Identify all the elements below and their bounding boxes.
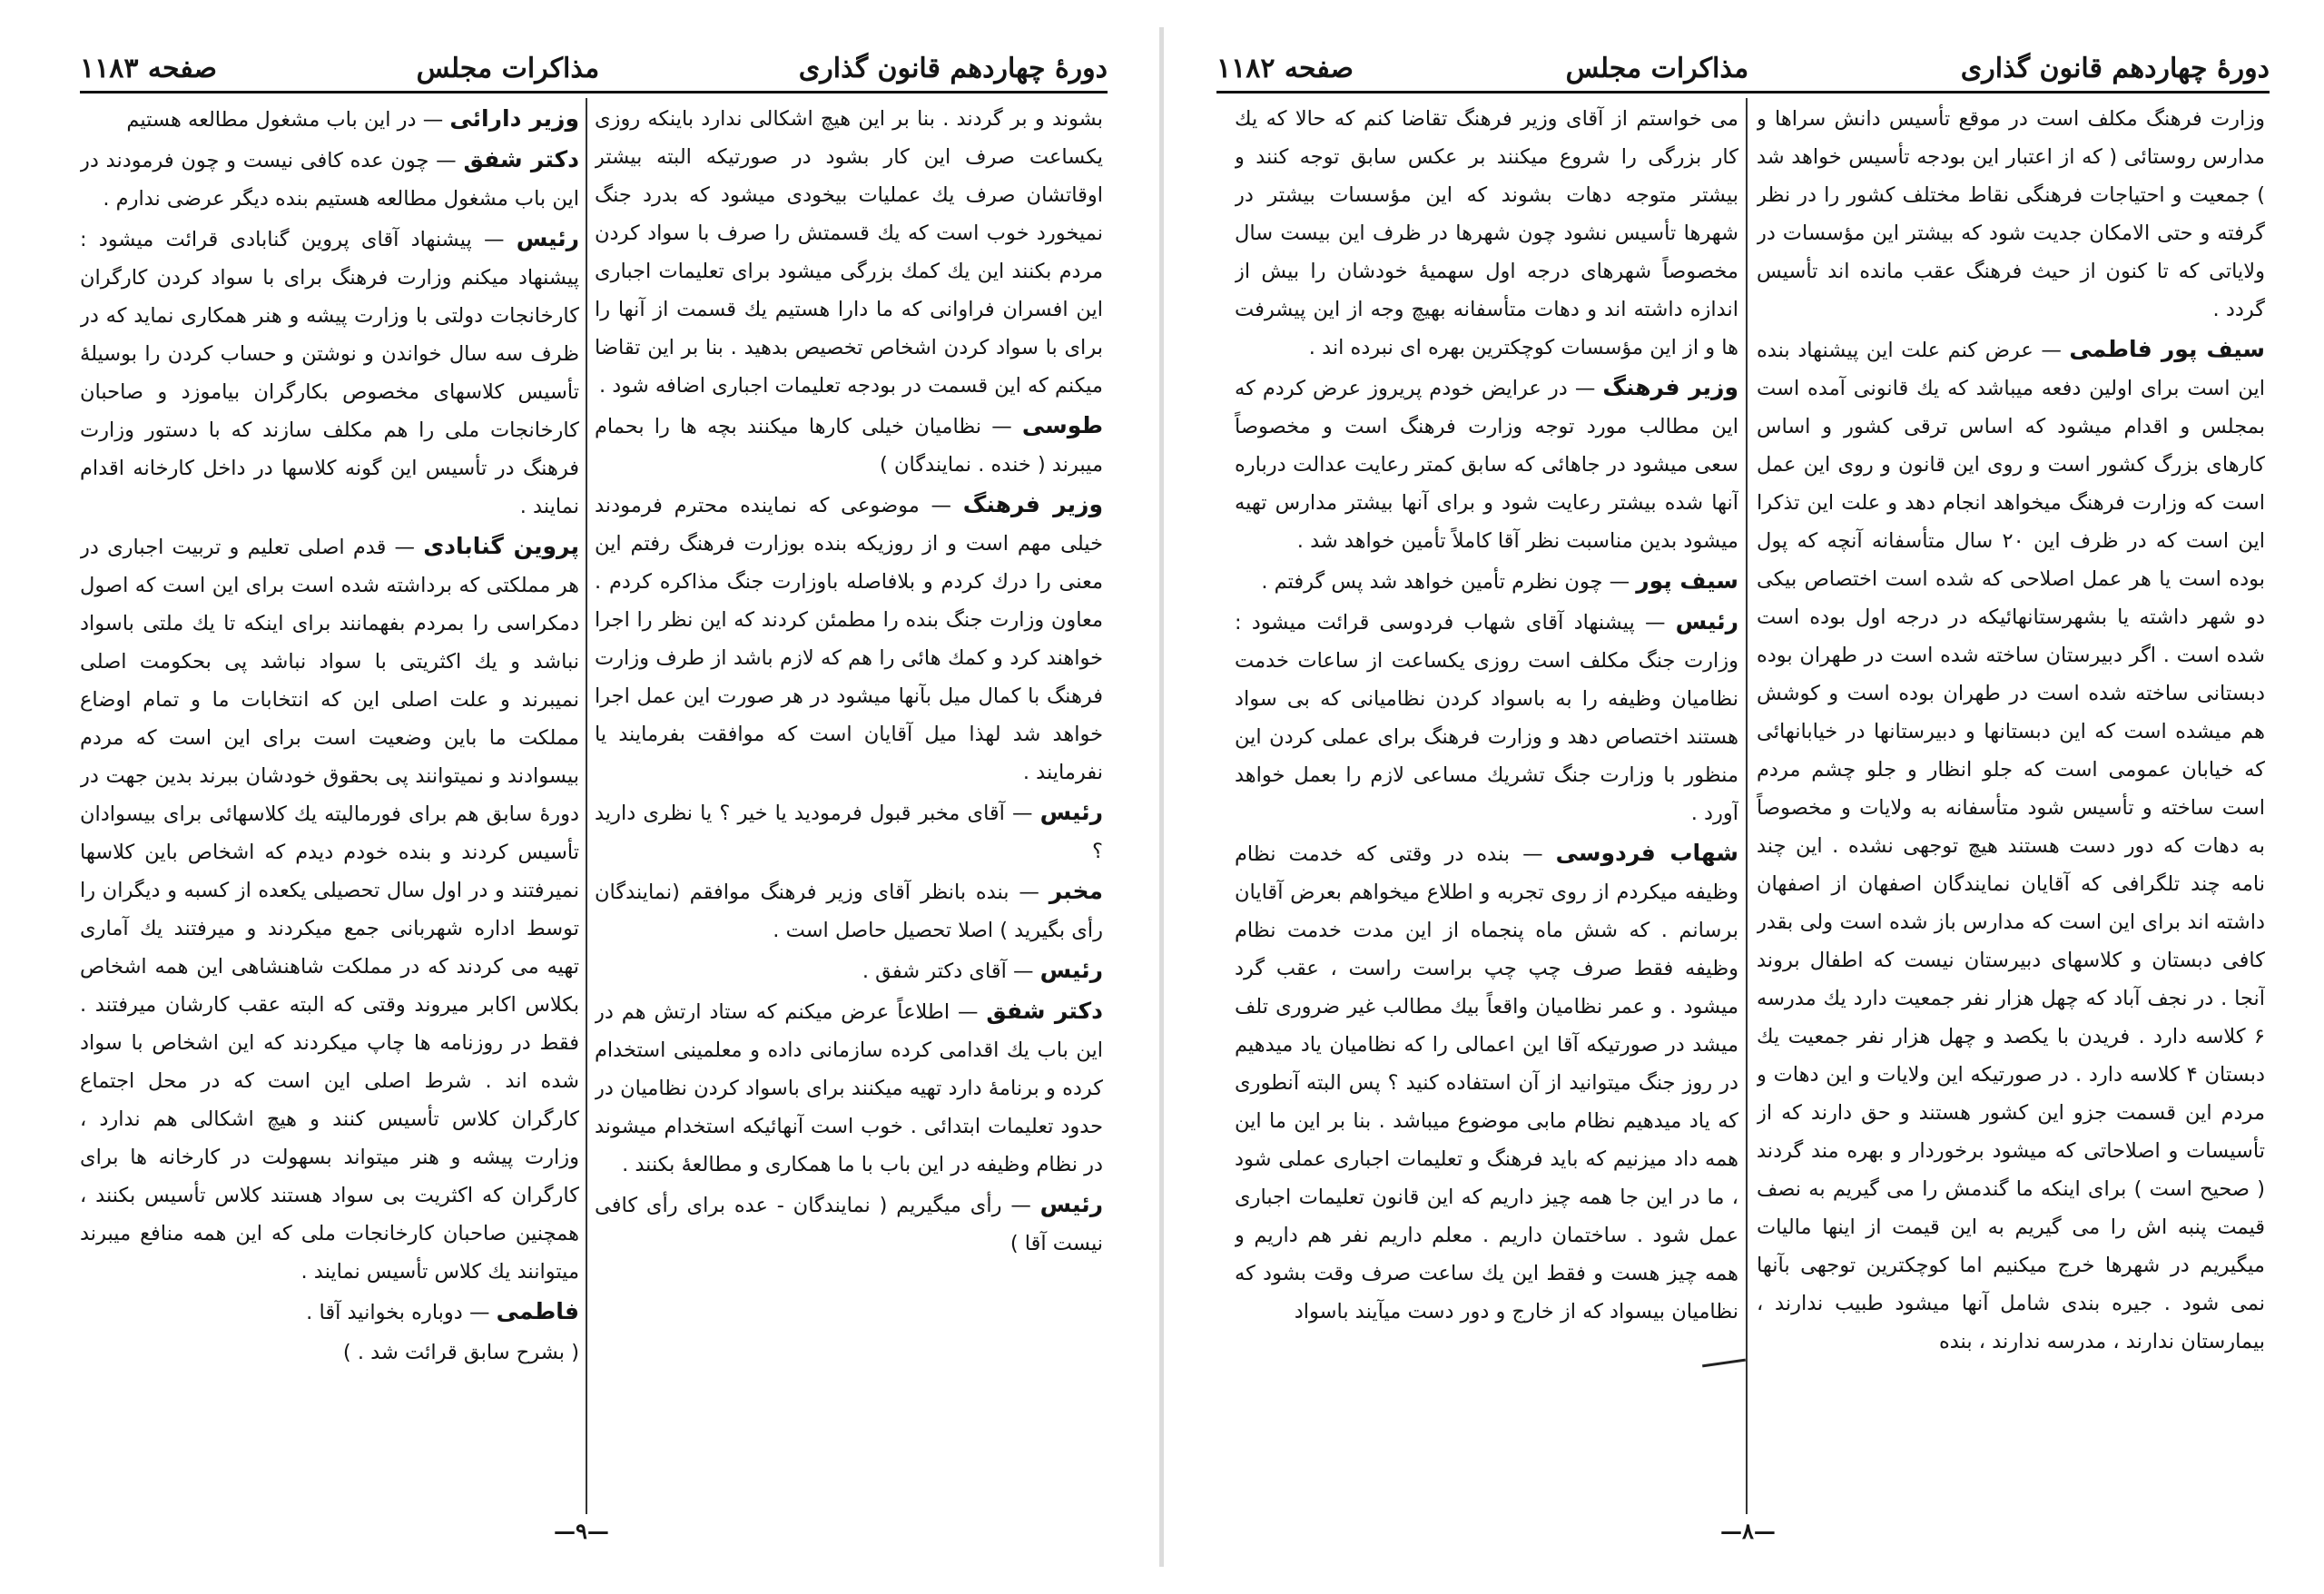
speaker-name: رئیس (516, 225, 579, 251)
header-center: مذاکرات مجلس (1565, 52, 1749, 84)
speaker-name: وزیر دارائی (449, 105, 579, 132)
speaker-name: رئیس (1039, 1191, 1103, 1217)
speaker-name: شهاب فردوسی (1555, 840, 1738, 866)
speech-paragraph: طوسی — نظامیان خیلی کارها میکنند بچه ها را بحمام میبرند ( خنده . نمایندگان ) (595, 412, 1103, 477)
speaker-name: رئیس (1039, 957, 1103, 983)
text-column-right (1757, 100, 2265, 1511)
speech-text: در این باب مشغول مطالعه هستیم (126, 108, 417, 132)
speaker-name: وزیر فرهنگ (1602, 374, 1738, 400)
speech-paragraph (595, 100, 1103, 405)
header-rule (1216, 91, 2270, 93)
speech-text: در عرایض خودم پریروز عرض کردم که این مطالب مورد توجه وزارت فرهنگ است و مخصوصاً سعی میشود در جاهائی که سابق کمتر رعایت عدالت درباره آنها شده بیشتر رعایت شود و برای آنها بیشتر مدارس تهیه میشود بدین مناسبت نظر آقا کاملاً تأمین خواهد شد . (1235, 377, 1738, 553)
speech-paragraph (1757, 100, 2265, 329)
speech-paragraph: رئیس — پیشنهاد آقای پروین گنابادی قرائت میشود : پیشنهاد میکنم وزارت فرهنگ برای با سواد کردن کارگران کارخانجات دولتی با وزارت پیشه و هنر همکاری نماید که در ظرف سه سال خواندن و نوشتن و حساب کردن را بوسیلهٔ تأسیس کلاسهای مخصوص بکارگران بیاموزد و صاحبان کارخانجات ملی را هم مکلف سازند که با دستور وزارت فرهنگ در تأسیس این گونه کلاسها در داخل کارخانه اقدام نمایند . (80, 225, 579, 518)
speech-paragraph: سیف پور — چون نظرم تأمین خواهد شد پس گرفتم . (1261, 567, 1738, 594)
speech-paragraph: رئیس — پیشنهاد آقای شهاب فردوسی قرائت میشود : وزارت جنگ مکلف است روزی یکساعت از ساعات خدمت نظامیان وظیفه را به باسواد کردن نظامیانی که بی سواد هستند اختصاص دهد و وزارت فرهنگ برای عملی کردن این منظور با وزارت جنگ تشریك مساعی لازم را بعمل خواهد آورد . (1235, 608, 1738, 825)
speech-paragraph: شهاب فردوسی — بنده در وقتی که خدمت نظام وظیفه میکردم از روی تجربه و اطلاع میخواهم بعرض آقایان برسانم . که شش ماه پنجماه از این مدت خدمت نظام وظیفه فقط صرف چپ چپ براست راست ، عقب گرد میشود . و عمر نظامیان واقعاً بیك مطالب غیر ضروری تلف میشد در صورتیکه آقا این اعمالی را که نظامیان یاد میدهیم در روز جنگ میتوانید از آن استفاده کنید ؟ پس البته آنطوری که یاد میدهیم نظام مابی موضوع میباشد . بنا بر این ما این همه داد میزنیم که باید فرهنگ و تعلیمات اجباری عملی شود ، ما در این جا همه چیز داریم که این قانون تعلیمات اجباری عمل شود . ساختمان داریم . معلم داریم نفر هم داریم و همه چیز هست و فقط این یك ساعت صرف وقت بشود که نظامیان بیسواد که از خارج و دور دست میآیند باسواد (1235, 840, 1738, 1323)
speech-paragraph: مخبر — بنده بانظر آقای وزیر فرهنگ موافقم (نمایندگان رأی بگیرید ) اصلا تحصیل حاصل است . (595, 878, 1103, 942)
column-divider (1746, 98, 1748, 1514)
speech-text: آقای مخبر قبول فرمودید یا خیر ؟ یا نظری دارید ؟ (595, 802, 1103, 863)
speech-text: رأی میگیریم ( نمایندگان - عده برای رأی کافی نیست آقا ) (595, 1194, 1103, 1255)
header-rule (80, 91, 1108, 93)
text-column-right (595, 100, 1103, 1511)
speaker-name: سیف پور (1636, 567, 1738, 594)
right-page (1162, 0, 2324, 1594)
speaker-name: دکتر شفق (986, 998, 1103, 1024)
speech-paragraph: دکتر شفق — اطلاعاً عرض میکنم که ستاد ارتش هم در این باب یك اقدامی کرده سازمانی داده و معلمینی استخدام کرده و برنامهٔ دارد تهیه میکنند برای باسواد کردن نظامیان در حدود تعلیمات ابتدائی . خوب است آنهائیکه استخدام میشوند در نظام وظیفه در این باب با ما همکاری و مطالعهٔ بکنند . (595, 998, 1103, 1176)
speaker-name: فاطمی (496, 1298, 579, 1324)
header-center: مذاکرات مجلس (416, 52, 600, 84)
page-folio: —۹— (554, 1518, 609, 1544)
speaker-name: وزیر فرهنگ (962, 491, 1103, 517)
speech-text: آقای دکتر شفق . (862, 959, 1007, 983)
speaker-name: طوسی (1021, 412, 1103, 438)
speech-text: پیشنهاد آقای شهاب فردوسی قرائت میشود : وزارت جنگ مکلف است روزی یکساعت از ساعات خدمت نظامیان وظیفه را به باسواد کردن نظامیانی که بی سواد هستند اختصاص دهد و وزارت فرهنگ برای عملی کردن این منظور با وزارت جنگ تشریك مساعی لازم را بعمل خواهد آورد . (1235, 611, 1738, 825)
speech-text: وزارت فرهنگ مکلف است در موقع تأسیس دانش سراها و مدارس روستائی ( که از اعتبار این بودجه تأسیس خواهد شد ) جمعیت و احتیاجات فرهنگی نقاط مختلف کشور را در نظر گرفته و حتی الامکان جدیت شود که بیشتر این مؤسسات در ولایاتی که تا کنون از حیث فرهنگ عقب مانده اند تأسیس گردد . (1757, 107, 2265, 321)
speech-text: دوباره بخوانید آقا . (306, 1301, 463, 1324)
speech-text: چون نظرم تأمین خواهد شد پس گرفتم . (1261, 570, 1603, 594)
speech-paragraph: پروین گنابادی — قدم اصلی تعلیم و تربیت اجباری در هر مملکتی که برداشته شده است برای این است که اصول دمکراسی را بمردم بفهمانند برای اینکه تا یك ملتی باسواد نباشد و یك اکثریتی با سواد نباشد پی بحکومت اصلی نمیبرند و علت اصلی این که انتخابات ما و تمام اوضاع مملکت ما باین وضعیت است برای این است که مردم بیسوادند و نمیتوانند پی بحقوق خودشان ببرند بدین جهت در دورهٔ سابق هم برای فورمالیته یك کلاسهائی برای بیسوادان تأسیس کردند و بنده خودم دیدم که اشخاص باین کلاسها نمیرفتند و در اول سال تحصیلی یکعده از کسبه و دیگران را توسط اداره شهربانی جمع میکردند و میرفتند یك آماری تهیه می کردند که در مملکت شاهنشاهی این همه اشخاص بکلاس اکابر میروند وقتی که البته عقب کارشان میرفتند . فقط در روزنامه ها چاپ میکردند که این اشخاص با سواد شده اند . شرط اصلی این است که در محل اجتماع کارگران کلاس تأسیس کنند و هیچ اشکالی هم ندارد ، وزارت پیشه و هنر میتواند بسهولت در کارخانه ها برای کارگران که اکثریت بی سواد هستند کلاس تأسیس بکنند ، همچنین صاحبان کارخانجات ملی که این همه منافع میبرند میتوانند یك کلاس تأسیس نمایند . (80, 533, 579, 1284)
page-folio: —۸— (1720, 1518, 1776, 1544)
speech-text: پیشنهاد آقای پروین گنابادی قرائت میشود : پیشنهاد میکنم وزارت فرهنگ برای با سواد کردن کارگران کارخانجات دولتی با وزارت پیشه و هنر همکاری نماید که در ظرف سه سال خواندن و نوشتن و حساب کردن را بوسیلهٔ تأسیس کلاسهای مخصوص بکارگران بیاموزد و صاحبان کارخانجات ملی را هم مکلف سازند که با دستور وزارت فرهنگ در تأسیس این گونه کلاسها در داخل کارخانه اقدام نمایند . (80, 228, 579, 518)
speech-paragraph: وزیر فرهنگ — موضوعی که نماینده محترم فرمودند خیلی مهم است و از روزیکه بنده بوزارت فرهنگ رفتم این معنی را درك کردم و بلافاصله باوزارت جنگ مذاکره کردم . معاون وزارت جنگ بنده را مطمئن کردند که این نظر را اجرا خواهند کرد و کمك هائی را هم که لازم باشد از طرف وزارت فرهنگ با کمال میل بآنها میشود در هر صورت این عمل اجرا خواهد شد لهذا میل آقایان است که موافقت بفرمایند یا نفرمایند . (595, 491, 1103, 784)
speaker-name: رئیس (1039, 799, 1103, 825)
speaker-name: مخبر (1049, 878, 1103, 904)
speech-paragraph: رئیس — رأی میگیریم ( نمایندگان - عده برای رأی کافی نیست آقا ) (595, 1191, 1103, 1255)
speech-paragraph: وزیر فرهنگ — در عرایض خودم پریروز عرض کردم که این مطالب مورد توجه وزارت فرهنگ است و مخصوصاً سعی میشود در جاهائی که سابق کمتر رعایت عدالت درباره آنها شده بیشتر رعایت شود و برای آنها بیشتر مدارس تهیه میشود بدین مناسبت نظر آقا کاملاً تأمین خواهد شد . (1235, 374, 1738, 553)
speech-paragraph: سیف پور فاطمی — عرض کنم علت این پیشنهاد بنده این است برای اولین دفعه میباشد که یك قانونی آمده است بمجلس و اقدام میشود که اساس ترقی کشور و اساس کارهای بزرگ کشور است و روی این قانون و روی این عمل است که وزارت فرهنگ میخواهد انجام دهد و علت این تذکرا این است که در ظرف این ۲۰ سال متأسفانه آنچه که پول بوده است یا هر عمل اصلاحی که شده است اختصاص بیکی دو شهر داشته یا بشهرستانهائیکه در درجه اول بوده است شده است . اگر دبیرستان ساخته شده است در طهران بوده دبستانی ساخته شده است در طهران بوده است و کوشش هم میشده است که این دبستانها و دبیرستانها در خیابانهائی که خیابان عمومی است که جلو انظار و جلو چشم مردم است ساخته و تأسیس شود متأسفانه به ولایات و مخصوصاً به دهات که دور دست هستند هیچ توجهی نشده . این چند نامه چند تلگرافی که آقایان نمایندگان اصفهان از اصفهان داشته اند برای این است که مدارس باز شده است ولی بقدر کافی دبستان و کلاسهای دبیرستان نیست که اطفال بروند آنجا . در نجف آباد که چهل هزار نفر جمعیت دارد یك مدرسه ۶ کلاسه دارد . فریدن با یکصد و چهل هزار نفر جمعیت یك دبستان ۴ کلاسه دارد . در صورتیکه این ولایات و این دهات و مردم این قسمت جزو این کشور هستند و حق دارند که از تأسیسات و اصلاحاتی که میشود برخوردار و بهره مند گردند ( صحیح است ) برای اینکه ما گندمش را می گیریم به نصف قیمت پنبه اش را می گیریم به این قیمت از اینها مالیات میگیریم در شهرها خرج میکنیم اما کوچکترین توجهی بآنها نمی شود . جیره بندی شامل آنها میشود طبیب ندارند ، بیمارستان ندارند ، مدرسه ندارند ، بنده (1757, 336, 2265, 1353)
speech-paragraph: وزیر دارائی — در این باب مشغول مطالعه هستیم (126, 105, 579, 132)
speech-paragraph: دکتر شفق — چون عده کافی نیست و چون فرمودند در این باب مشغول مطالعه هستیم بنده دیگر عرضی ندارم . (80, 146, 579, 211)
speech-text: بشوند و بر گردند . بنا بر این هیچ اشکالی ندارد باینکه روزی یکساعت صرف این کار بشود در صورتیکه البته بیشتر اوقاتشان صرف یك عملیات بیخودی میشود که بدرد جنگ نمیخورد خوب است که یك قسمتش را صرف با سواد کردن مردم بکنند این یك کمك بزرگی میشود برای تعلیمات اجباری این افسران فراوانی که ما دارا هستیم یك قسمت از آنها را برای با سواد کردن اشخاص تخصیص بدهید . بنا بر این تقاضا میکنم که این قسمت در بودجه تعلیمات اجباری اضافه شود . (595, 107, 1103, 398)
page-header (80, 47, 1108, 89)
text-column-left (1235, 100, 1738, 1511)
speech-paragraph: رئیس — آقای مخبر قبول فرمودید یا خیر ؟ یا نظری دارید ؟ (595, 799, 1103, 863)
speaker-name: پروین گنابادی (423, 533, 579, 559)
header-page-number: صفحه ۱۱۸۳ (80, 52, 218, 84)
speech-text: بنده در وقتی که خدمت نظام وظیفه میکردم از روی تجربه و اطلاع میخواهم بعرض آقایان برسانم . که شش ماه پنجماه از این مدت خدمت نظام وظیفه فقط صرف چپ چپ براست راست ، عقب گرد میشود . و عمر نظامیان واقعاً بیك مطالب غیر ضروری تلف میشد در صورتیکه آقا این اعمالی را که نظامیان یاد میدهیم در روز جنگ میتوانید از آن استفاده کنید ؟ پس البته آنطوری که یاد میدهیم نظام مابی موضوع میباشد . بنا بر این ما این همه داد میزنیم که باید فرهنگ و تعلیمات اجباری عملی شود ، ما در این جا همه چیز داریم که این قانون تعلیمات اجباری عمل شود . ساختمان داریم . معلم داریم نفر هم داریم و همه چیز هست و فقط این یك ساعت صرف وقت بشود که نظامیان بیسواد که از خارج و دور دست میآیند باسواد (1235, 842, 1738, 1323)
speech-paragraph: فاطمی — دوباره بخوانید آقا . (306, 1298, 579, 1324)
speech-text: قدم اصلی تعلیم و تربیت اجباری در هر مملکتی که برداشته شده است برای این است که اصول دمکراسی را بمردم بفهمانند برای اینکه تا یك ملتی باسواد نباشد و یك اکثریتی با سواد نباشد پی بحکومت اصلی نمیبرند و علت اصلی این که انتخابات ما و تمام اوضاع مملکت ما باین وضعیت است برای این است که مردم بیسوادند و نمیتوانند پی بحقوق خودشان ببرند بدین جهت در دورهٔ سابق هم برای فورمالیته یك کلاسهائی برای بیسوادان تأسیس کردند و بنده خودم دیدم که اشخاص باین کلاسها نمیرفتند و در اول سال تحصیلی یکعده از کسبه و دیگران را توسط اداره شهربانی جمع میکردند و میرفتند یك آماری تهیه می کردند که در مملکت شاهنشاهی این همه اشخاص بکلاس اکابر میروند وقتی که البته عقب کارشان میرفتند . فقط در روزنامه ها چاپ میکردند که این اشخاص با سواد شده اند . شرط اصلی این است که در محل اجتماع کارگران کلاس تأسیس کنند و هیچ اشکالی هم ندارد ، وزارت پیشه و هنر میتواند بسهولت در کارخانه ها برای کارگران که اکثریت بی سواد هستند کلاس تأسیس بکنند ، همچنین صاحبان کارخانجات ملی که این همه منافع میبرند میتوانند یك کلاس تأسیس نمایند . (80, 536, 579, 1284)
speaker-name: رئیس (1675, 608, 1738, 635)
header-title: دورهٔ چهاردهم قانون گذاری (798, 52, 1108, 84)
speech-paragraph (80, 1333, 579, 1372)
header-page-number: صفحه ۱۱۸۲ (1216, 52, 1354, 84)
speech-text: ( بشرح سابق قرائت شد . ) (342, 1341, 579, 1364)
header-title: دورهٔ چهاردهم قانون گذاری (1960, 52, 2270, 84)
page-header (1216, 47, 2270, 89)
speech-paragraph (1235, 100, 1738, 367)
text-column-left (80, 100, 579, 1511)
speech-paragraph: رئیس — آقای دکتر شفق . (862, 957, 1103, 983)
speaker-name: سیف پور فاطمی (2069, 336, 2265, 362)
column-divider (586, 98, 587, 1514)
speaker-name: دکتر شفق (463, 146, 579, 172)
speech-text: عرض کنم علت این پیشنهاد بنده این است برای اولین دفعه میباشد که یك قانونی آمده است بمجلس و اقدام میشود که اساس ترقی کشور و اساس کارهای بزرگ کشور است و روی این قانون و روی این عمل است که وزارت فرهنگ میخواهد انجام دهد و علت این تذکرا این است که در ظرف این ۲۰ سال متأسفانه آنچه که پول بوده است یا هر عمل اصلاحی که شده است اختصاص بیکی دو شهر داشته یا بشهرستانهائیکه در درجه اول بوده است شده است . اگر دبیرستان ساخته شده است در طهران بوده دبستانی ساخته شده است در طهران بوده است و کوشش هم میشده است که این دبستانها و دبیرستانها در خیابانهائی که خیابان عمومی است که جلو انظار و جلو چشم مردم است ساخته و تأسیس شود متأسفانه به ولایات و مخصوصاً به دهات که دور دست هستند هیچ توجهی نشده . این چند نامه چند تلگرافی که آقایان نمایندگان اصفهان از اصفهان داشته اند برای این است که مدارس باز شده است ولی بقدر کافی دبستان و کلاسهای دبیرستان نیست که اطفال بروند آنجا . در نجف آباد که چهل هزار نفر جمعیت دارد یك مدرسه ۶ کلاسه دارد . فریدن با یکصد و چهل هزار نفر جمعیت یك دبستان ۴ کلاسه دارد . در صورتیکه این ولایات و این دهات و مردم این قسمت جزو این کشور هستند و حق دارند که از تأسیسات و اصلاحاتی که میشود برخوردار و بهره مند گردند ( صحیح است ) برای اینکه ما گندمش را می گیریم به نصف قیمت پنبه اش را می گیریم به این قیمت از اینها مالیات میگیریم در شهرها خرج میکنیم اما کوچکترین توجهی بآنها نمی شود . جیره بندی شامل آنها میشود طبیب ندارند ، بیمارستان ندارند ، مدرسه ندارند ، بنده (1757, 339, 2265, 1353)
speech-text: چون عده کافی نیست و چون فرمودند در این باب مشغول مطالعه هستیم بنده دیگر عرضی ندارم . (80, 149, 579, 211)
speech-text: نظامیان خیلی کارها میکنند بچه ها را بحمام میبرند ( خنده . نمایندگان ) (595, 415, 1103, 477)
speech-text: اطلاعاً عرض میکنم که ستاد ارتش هم در این باب یك اقدامی کرده سازمانی داده و معلمینی استخدام کرده و برنامهٔ دارد تهیه میکنند برای باسواد کردن نظامیان در حدود تعلیمات ابتدائی . خوب است آنهائیکه استخدام میشوند در نظام وظیفه در این باب با ما همکاری و مطالعهٔ بکنند . (595, 1000, 1103, 1176)
speech-text: موضوعی که نماینده محترم فرمودند خیلی مهم است و از روزیکه بنده بوزارت فرهنگ رفتم این معنی را درك کردم و بلافاصله باوزارت جنگ مذاکره کردم . معاون وزارت جنگ بنده را مطمئن کردند که این نظر را اجرا خواهند کرد و کمك هائی را هم که لازم باشد از طرف وزارت فرهنگ با کمال میل بآنها میشود در هر صورت این عمل اجرا خواهد شد لهذا میل آقایان است که موافقت بفرمایند یا نفرمایند . (595, 494, 1103, 784)
speech-text: بنده بانظر آقای وزیر فرهنگ موافقم (نمایندگان رأی بگیرید ) اصلا تحصیل حاصل است . (595, 881, 1103, 942)
speech-text: می خواستم از آقای وزیر فرهنگ تقاضا کنم که حالا که یك کار بزرگی را شروع میکنند بر عکس سابق توجه کنند و بیشتر متوجه دهات بشوند که این مؤسسات بیشتر در شهرها تأسیس نشود چون شهرها در ظرف این بیست سال مخصوصاً شهرهای درجه اول سهمیهٔ خودشان را بیش از اندازه داشته اند و دهات متأسفانه بهیچ وجه از این پیشرفت ها و از این مؤسسات کوچکترین بهره ای نبرده اند . (1235, 107, 1738, 359)
